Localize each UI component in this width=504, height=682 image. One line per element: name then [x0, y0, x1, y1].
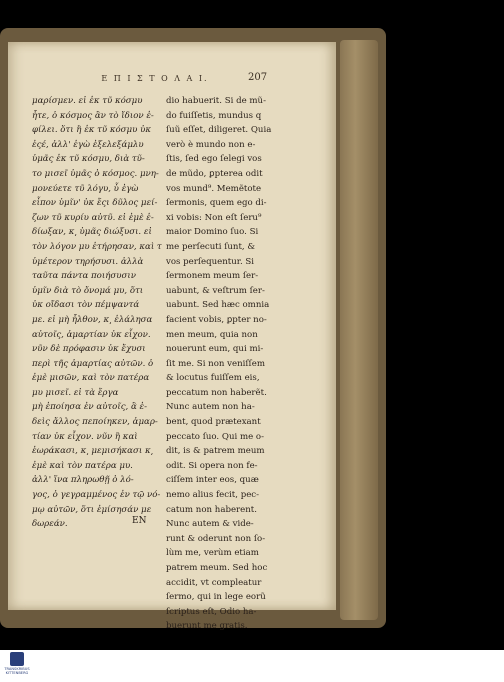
text-line: ὑμῖν διὰ τὸ ὄνομά μυ, ὅτι: [32, 285, 144, 296]
text-line: με. εἰ μὴ ἦλθον, κ͵ ἐλάλησα: [32, 314, 153, 325]
text-line: μονεύετε τῦ λόγυ, ὗ ἐγὼ: [32, 183, 139, 194]
text-line: γος, ὁ γεγραμμένος ἐν τῷ νό-: [32, 490, 161, 501]
text-line: τὸν λόγον μυ ἐτήρησαν, καὶ τ: [32, 241, 162, 252]
text-line: εἶπον ὑμῖν' ὐκ ἔςι δῦλος μεί-: [32, 198, 158, 209]
text-line: δεὶς ἄλλος πεποίηκεν, ἁμαρ-: [32, 417, 158, 428]
text-line: verò è mundo non e-: [166, 139, 256, 150]
text-line: nouerunt eum, qui mi-: [166, 344, 264, 355]
text-line: ἑωράκασι, κ͵ μεμισήκασι κ͵: [32, 446, 153, 457]
logo-icon: [10, 652, 24, 666]
text-line: Nunc autem & vide-: [166, 519, 254, 530]
text-line: ſermo, qui in lege eorũ: [166, 592, 266, 603]
text-line: φίλει. ὅτι ἢ ἐκ τῦ κόσμυ ὐκ: [32, 125, 151, 136]
text-line: catum non haberent.: [166, 504, 257, 515]
text-line: vos perſequentur. Si: [166, 256, 255, 267]
footer-strip: [0, 650, 504, 682]
text-line: ἐςέ, ἀλλ' ἐγὼ ἐξελεξάμλυ: [32, 139, 144, 150]
text-line: uabunt. Sed hæc omnia: [166, 300, 270, 311]
running-head: Ε Π Ι Σ Τ Ο Λ Α Ι.: [101, 74, 209, 83]
text-line: patrem meum. Sed hoc: [166, 563, 268, 573]
text-line: do fuiſſetis, mundus q: [166, 110, 262, 121]
text-line: δωρεάν.: [32, 519, 68, 530]
text-line: μῳ αὐτῶν, ὅτι ἐμίσησάν με: [32, 504, 152, 515]
text-line: de mũdo, ꝑpterea odit: [166, 168, 263, 179]
text-line: αὐτοῖς, ἁμαρτίαν ὐκ εἶχον.: [32, 329, 151, 340]
text-line: μυ μισεῖ. εἰ τὰ ἔργα: [32, 387, 119, 398]
text-line: vos mund⁹. Memẽtote: [166, 183, 262, 194]
catchword: EN: [132, 516, 147, 526]
text-line: & locutus fuiſſem eis,: [166, 373, 260, 384]
text-line: ciſſem inter eos, quæ: [166, 475, 259, 486]
text-line: uabunt, & veſtrum ſer-: [166, 285, 265, 296]
text-line: δίωξαν, κ͵ ὑμᾶς διώξυσι. εἰ: [32, 227, 152, 238]
text-line: ἀλλ' ἵνα πληρωθῇ ὁ λό-: [32, 475, 134, 486]
text-line: lùm me, verùm etiam: [166, 548, 259, 559]
book-page-edges: [340, 40, 378, 620]
latin-text-column: [166, 94, 306, 634]
text-line: ὑμᾶς ἐκ τῦ κόσμυ, διὰ τῦ-: [32, 154, 145, 165]
text-line: bent, quod prætexant: [166, 417, 261, 428]
text-line: τίαν ὐκ εἶχον. νῦν ἢ καὶ: [32, 431, 138, 442]
institution-logo[interactable]: [2, 652, 32, 680]
text-line: ζων τῦ κυρίυ αὐτῦ. εἰ ἐμὲ ἐ-: [32, 212, 154, 223]
text-line: ὑμέτερον τηρήσυσι. ἀλλὰ: [32, 256, 144, 267]
text-line: ſtis, ſed ego ſelegi vos: [166, 154, 262, 165]
text-line: ἐμὲ μισῶν, καὶ τὸν πατέρα: [32, 373, 150, 384]
greek-text-column: [32, 94, 160, 532]
book-page: [8, 42, 336, 632]
text-line: dio habuerit. Si de mũ-: [166, 96, 266, 106]
text-line: men meum, quia non: [166, 329, 258, 340]
text-line: runt & oderunt non ſo-: [166, 533, 266, 544]
text-line: facient vobis, ꝑpter no-: [166, 314, 267, 325]
text-line: ſermonis, quem ego di-: [166, 198, 267, 209]
text-line: xi vobis: Non eſt ſeru⁹: [166, 212, 262, 223]
text-line: ταῦτα πάντα ποιήσυσιν: [32, 271, 136, 282]
text-line: το μισεῖ ὑμᾶς ὁ κόσμος. μνη-: [32, 168, 159, 179]
text-line: dit, is & patrem meum: [166, 446, 265, 457]
text-line: ἐμὲ καὶ τὸν πατέρα μυ.: [32, 460, 133, 471]
text-line: ſit me. Si non veniſſem: [166, 358, 265, 369]
text-line: ὐκ οἴδασι τὸν πέμψαντά: [32, 300, 140, 311]
text-line: me perſecuti ſunt, &: [166, 241, 256, 252]
text-line: peccato ſuo. Qui me o-: [166, 431, 265, 442]
text-line: buerunt me gratis.: [166, 621, 248, 632]
text-line: nemo alius fecit, pec-: [166, 490, 260, 501]
logo-text: TRANSKRIBUS KITTENBERG: [4, 667, 30, 675]
text-line: ſuũ eſſet, diligeret. Quia: [166, 125, 272, 136]
text-line: μὴ ἐποίησα ἐν αὐτοῖς, ἃ ἐ-: [32, 402, 148, 413]
text-line: accidit, vt compleatur: [166, 577, 262, 588]
text-line: μαρίσμεν. εἰ ἐκ τῦ κόσμυ: [32, 96, 143, 106]
text-line: περὶ τῆς ἁμαρτίας αὐτῶν. ὁ: [32, 358, 154, 369]
text-line: odit. Si opera non fe-: [166, 460, 258, 471]
text-line: ἦτε, ὁ κόσμος ἂν τὸ ἴδιον ἐ-: [32, 110, 154, 121]
text-line: ſermonem meum ſer-: [166, 271, 259, 282]
text-line: peccatum non haberẽt.: [166, 387, 267, 398]
text-line: ſcriptus eſt, Odio ha-: [166, 606, 257, 617]
text-line: maior Domino ſuo. Si: [166, 227, 259, 238]
text-line: νῦν δὲ πρόφασιν ὐκ ἔχυσι: [32, 344, 146, 355]
text-line: Nunc autem non ha-: [166, 402, 255, 413]
page-number: 207: [248, 72, 268, 83]
